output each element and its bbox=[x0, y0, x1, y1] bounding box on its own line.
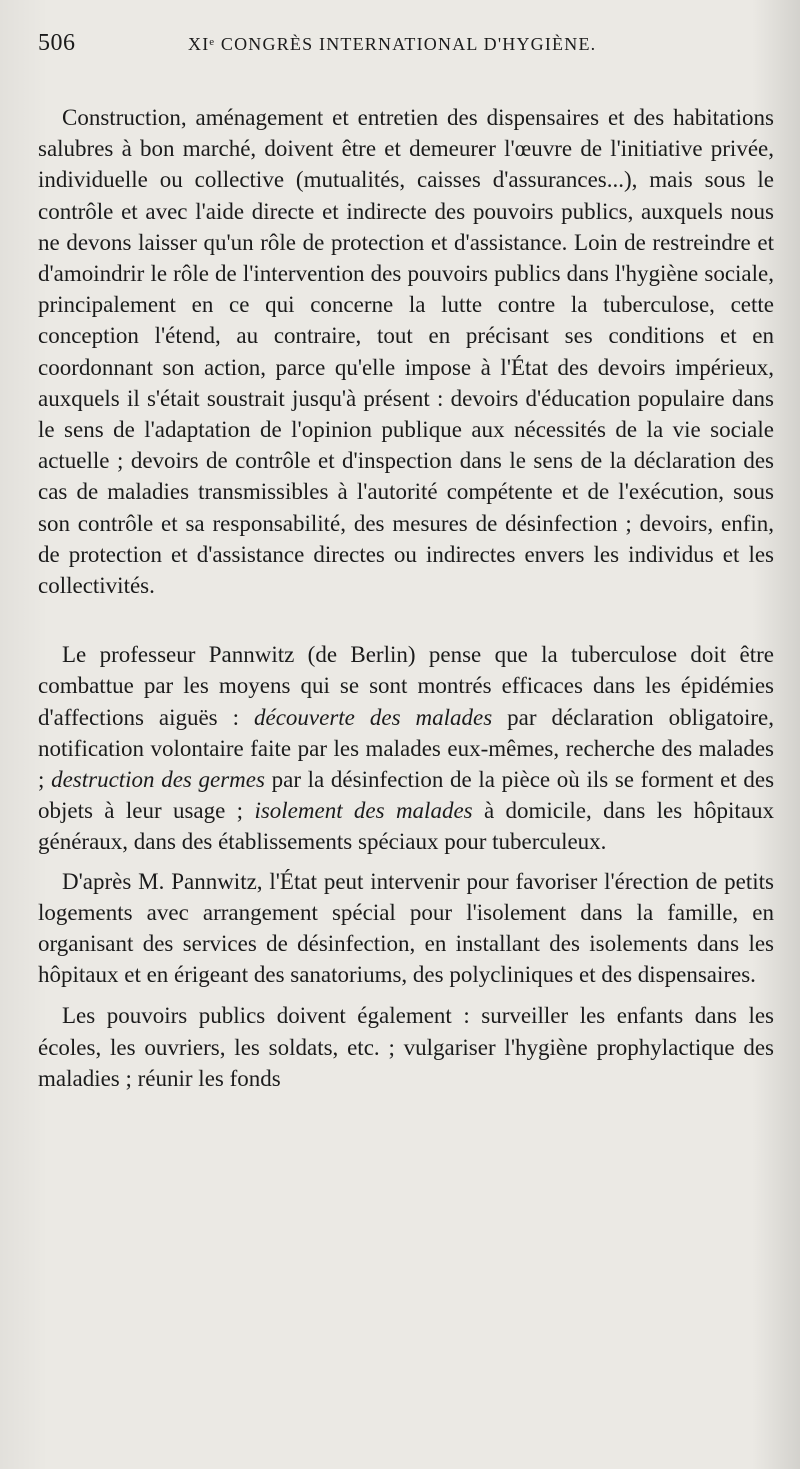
body-text bbox=[38, 102, 774, 1094]
paragraph-4: Les pouvoirs publics doivent également : surveiller les enfants dans les écoles, les ouvriers, les soldats, etc. ; vulgariser l'hygiène prophylactique des maladies ; réunir les fonds bbox=[38, 1003, 774, 1091]
page-number: 506 bbox=[38, 30, 76, 56]
paragraph-2-italic-discovery: découverte des malades bbox=[254, 704, 493, 730]
paragraph-2-text-c: par déclaration obligatoire, notification volontaire faite par les malades eux-mêmes, recherche des malades ; bbox=[38, 704, 775, 793]
paragraph-2-text-g: à domicile, dans les hôpitaux généraux, dans des établissements spéciaux pour tuberculeux. bbox=[38, 798, 775, 855]
paragraph-1: Construction, aménagement et entretien des dispensaires et des habitations salubres à bon marché, doivent être et demeurer l'œuvre de l'initiative privée, individuelle ou collective (mutualités, caisses d'assurances...), mais sous le contrôle et avec l'aide directe et indirecte des pouvoirs publics, auxquels nous ne devons laisser qu'un rôle de protection et d'assistance. Loin de restreindre et d'amoindrir le rôle de l'intervention des pouvoirs publics dans l'hygiène sociale, principalement en ce qui concerne la lutte contre la tuberculose, cette conception l'étend, au contraire, tout en précisant ses conditions et en coordonnant son action, parce qu'elle impose à l'État des devoirs impérieux, auxquels il s'était soustrait jusqu'à présent : devoirs d'éducation populaire dans le sens de l'adaptation de l'opinion publique aux nécessités de la vie sociale actuelle ; devoirs de contrôle et d'inspection dans le sens de la déclaration des cas de maladies transmissibles à l'autorité compétente et de l'exécution, sous son contrôle et sa responsabilité, des mesures de désinfection ; devoirs, enfin, de protection et d'assistance directes ou indirectes envers les individus et les collectivités. bbox=[38, 105, 774, 599]
paragraph-2 bbox=[38, 639, 774, 857]
paragraph-2-italic-isolation: isolement des malades bbox=[254, 798, 473, 824]
paragraph-2-text-e: par la désinfection de la pièce où ils se forment et des objets à leur usage ; bbox=[38, 767, 775, 824]
paragraph-3: D'après M. Pannwitz, l'État peut intervenir pour favoriser l'érection de petits logements avec arrangement spécial pour l'isolement dans la famille, en organisant des services de désinfection, en installant des isolements dans les hôpitaux et en érigeant des sanatoriums, des polycliniques et des dispensaires. bbox=[38, 868, 774, 988]
page-header bbox=[38, 30, 774, 74]
paragraph-2-text-a: Le professeur Pannwitz (de Berlin) pense que la tuberculose doit être combattue par les moyens qui se sont montrés efficaces dans les épidémies d'affections aiguës : bbox=[38, 642, 774, 730]
running-title: XIᵉ CONGRÈS INTERNATIONAL D'HYGIÈNE. bbox=[188, 34, 597, 54]
paragraph-2-italic-destruction: destruction des germes bbox=[51, 767, 265, 793]
